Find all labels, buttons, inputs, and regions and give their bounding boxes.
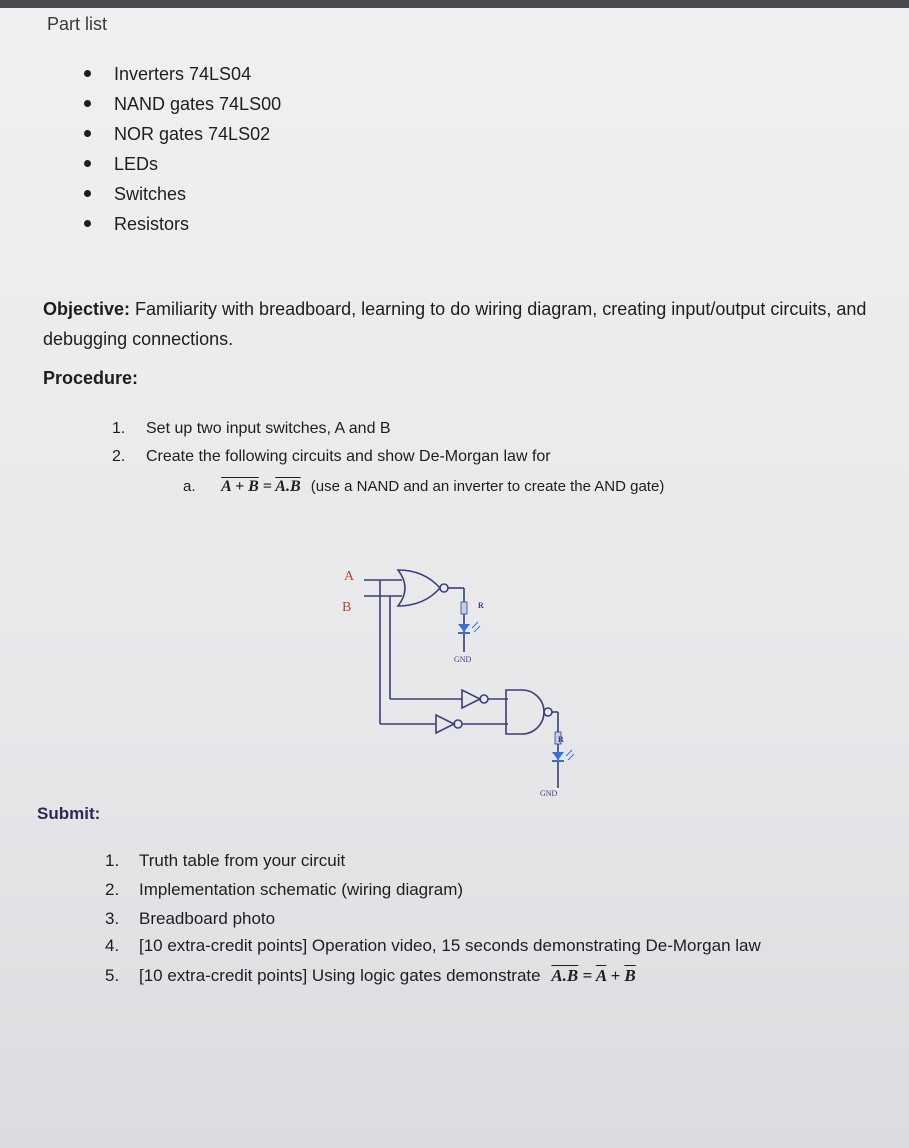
submit-item-5: 5. [10 extra-credit points] Using logic gates demonstrate $A.B = \overline{A} + \overline{B}$ bbox=[105, 966, 636, 985]
nor-bubble-icon bbox=[440, 584, 448, 592]
nor-gate-icon bbox=[398, 570, 440, 606]
part-list-heading: Part list bbox=[47, 14, 108, 34]
formula-lhs: A + B bbox=[221, 478, 259, 495]
list-item: Switches bbox=[82, 179, 281, 209]
submit-item-1: 1. Truth table from your circuit bbox=[105, 851, 346, 870]
top-bar bbox=[0, 0, 909, 8]
led-icon bbox=[552, 750, 574, 761]
bullet-icon bbox=[84, 100, 91, 107]
submit-item-4: 4. [10 extra-credit points] Operation video, 15 seconds demonstrating De-Morgan law bbox=[105, 936, 761, 955]
objective-text: Familiarity with breadboard, learning to do wiring diagram, creating input/output circuits, and debugging connections. bbox=[43, 299, 867, 349]
list-item: NOR gates 74LS02 bbox=[82, 119, 281, 149]
input-a-label: A bbox=[344, 569, 355, 584]
resistor-icon bbox=[461, 602, 467, 614]
resistor-label: R bbox=[558, 735, 564, 744]
bullet-icon bbox=[84, 190, 91, 197]
formula: $A.B = \overline{A} + \overline{B}$ bbox=[551, 966, 636, 985]
list-item: Resistors bbox=[82, 209, 281, 239]
bullet-icon bbox=[84, 220, 91, 227]
submit-item-2: 2. Implementation schematic (wiring diagram) bbox=[105, 880, 464, 899]
formula-note: (use a NAND and an inverter to create the AND gate) bbox=[310, 478, 665, 495]
inverter-icon bbox=[462, 690, 480, 708]
procedure-step-1: 1. Set up two input switches, A and B bbox=[112, 420, 391, 437]
list-item: LEDs bbox=[82, 149, 281, 179]
logic-circuit-diagram bbox=[320, 556, 580, 796]
bullet-icon bbox=[84, 160, 91, 167]
objective-label: Objective: bbox=[43, 299, 131, 319]
ground-label: GND bbox=[540, 789, 558, 796]
procedure-heading: Procedure: bbox=[43, 368, 139, 388]
resistor-label: R bbox=[478, 601, 484, 610]
nand-bubble-icon bbox=[544, 708, 552, 716]
input-b-label: B bbox=[342, 600, 352, 615]
part-list bbox=[82, 59, 281, 239]
list-item: Inverters 74LS04 bbox=[82, 59, 281, 89]
ground-label: GND bbox=[454, 655, 472, 664]
bullet-icon bbox=[84, 130, 91, 137]
document-page bbox=[0, 8, 909, 1148]
inverter-icon bbox=[436, 715, 454, 733]
bullet-icon bbox=[84, 70, 91, 77]
formula-rhs: A.B bbox=[275, 478, 301, 495]
nand-gate-icon bbox=[506, 690, 544, 734]
list-item: NAND gates 74LS00 bbox=[82, 89, 281, 119]
procedure-sub-step-a: a. A + B = A.B (use a NAND and an inverter to create the AND gate) bbox=[183, 478, 665, 495]
submit-heading: Submit: bbox=[37, 804, 101, 823]
objective-paragraph bbox=[43, 294, 893, 354]
submit-item-3: 3. Breadboard photo bbox=[105, 909, 276, 928]
procedure-step-2: 2. Create the following circuits and show De-Morgan law for bbox=[112, 448, 551, 465]
led-icon bbox=[458, 622, 480, 633]
